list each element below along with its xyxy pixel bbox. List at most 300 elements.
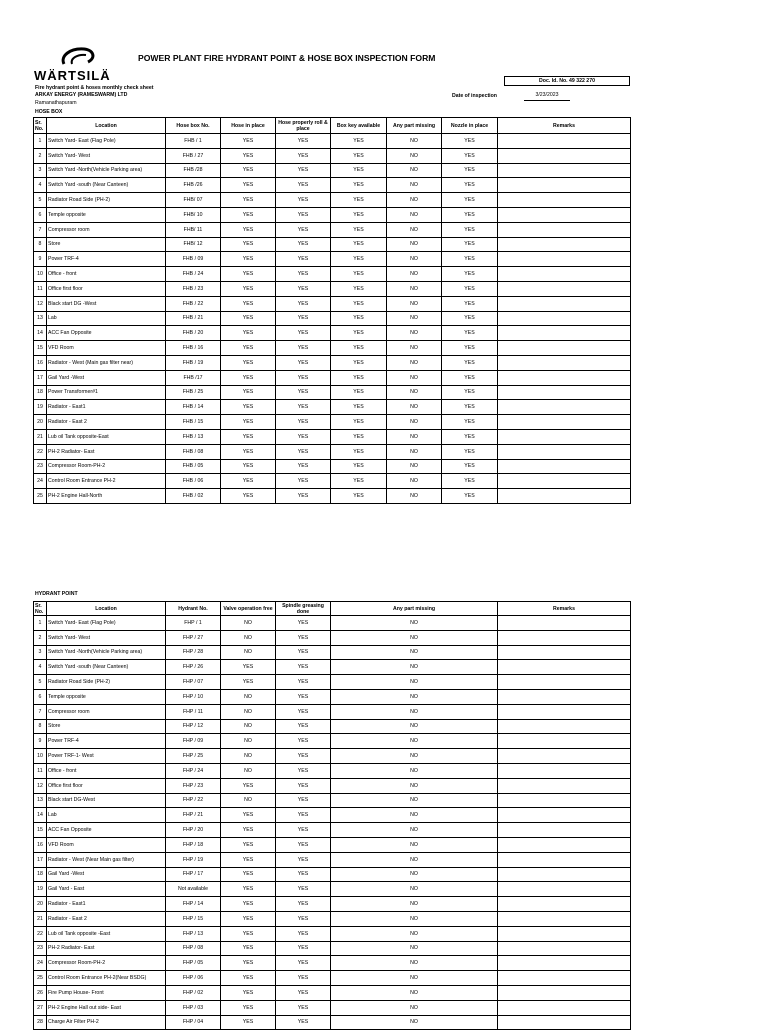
table-cell: 17 — [34, 370, 47, 385]
table-row — [34, 459, 631, 474]
table-cell: NO — [387, 415, 442, 430]
table-cell: YES — [331, 163, 387, 178]
table-cell: FHP / 05 — [166, 956, 221, 971]
table-cell: PH-2 Radiator- East — [47, 444, 166, 459]
table-cell: FHP / 07 — [166, 675, 221, 690]
table-cell: 19 — [34, 882, 47, 897]
table-cell — [498, 341, 631, 356]
table-cell: YES — [221, 134, 276, 149]
table-cell: YES — [221, 355, 276, 370]
table-cell: YES — [276, 956, 331, 971]
table-cell: YES — [221, 985, 276, 1000]
table-cell: YES — [442, 415, 498, 430]
table-cell — [498, 837, 631, 852]
table-cell: PH-2 Engine Hall-North — [47, 489, 166, 504]
table-cell: YES — [276, 370, 331, 385]
table-cell: NO — [221, 793, 276, 808]
table-cell: YES — [221, 341, 276, 356]
table-cell: FHP / 02 — [166, 985, 221, 1000]
column-header: Valve operation free — [221, 602, 276, 616]
hose-box-section-label: HOSE BOX — [35, 109, 63, 115]
table-cell: Radiator - East 2 — [47, 911, 166, 926]
table-cell: YES — [276, 778, 331, 793]
table-row — [34, 489, 631, 504]
table-cell: Control Room Entrance PH-2 — [47, 474, 166, 489]
table-cell: YES — [331, 415, 387, 430]
table-cell: 1 — [34, 134, 47, 149]
column-header: Spindle greasing done — [276, 602, 331, 616]
table-cell: Radiator - East1 — [47, 897, 166, 912]
table-cell: FHP / 06 — [166, 971, 221, 986]
table-cell: 14 — [34, 808, 47, 823]
table-cell — [498, 719, 631, 734]
table-row — [34, 808, 631, 823]
table-cell: YES — [331, 207, 387, 222]
table-row — [34, 148, 631, 163]
table-cell: Temple opposite — [47, 207, 166, 222]
table-cell: NO — [331, 1000, 498, 1015]
table-cell: YES — [276, 1015, 331, 1030]
table-cell: FHP / 24 — [166, 763, 221, 778]
table-cell: NO — [387, 296, 442, 311]
table-cell: YES — [221, 163, 276, 178]
table-row — [34, 897, 631, 912]
table-cell: YES — [331, 148, 387, 163]
table-row — [34, 222, 631, 237]
table-cell: FHB / 13 — [166, 429, 221, 444]
table-cell: YES — [276, 415, 331, 430]
table-cell: NO — [331, 837, 498, 852]
table-cell: NO — [387, 163, 442, 178]
table-cell — [498, 897, 631, 912]
table-row — [34, 793, 631, 808]
table-cell — [498, 971, 631, 986]
table-cell: YES — [276, 985, 331, 1000]
table-cell: FHB/ 10 — [166, 207, 221, 222]
table-cell: 2 — [34, 148, 47, 163]
table-cell: Office first floor — [47, 778, 166, 793]
table-cell: 11 — [34, 281, 47, 296]
table-cell — [498, 689, 631, 704]
table-cell: Switch Yard -south (Near Canteen) — [47, 178, 166, 193]
table-cell: Switch Yard- East (Flag Pole) — [47, 616, 166, 631]
table-cell: YES — [221, 267, 276, 282]
table-cell: YES — [442, 222, 498, 237]
table-cell: YES — [331, 385, 387, 400]
table-cell: 13 — [34, 793, 47, 808]
table-cell: YES — [442, 237, 498, 252]
table-cell: NO — [387, 193, 442, 208]
table-row — [34, 178, 631, 193]
table-cell: 12 — [34, 778, 47, 793]
table-cell: YES — [276, 734, 331, 749]
table-cell: 22 — [34, 444, 47, 459]
table-cell — [498, 852, 631, 867]
date-label: Date of inspection — [452, 93, 497, 99]
table-cell: YES — [221, 326, 276, 341]
table-cell: YES — [221, 429, 276, 444]
table-cell: YES — [331, 311, 387, 326]
table-cell: NO — [387, 237, 442, 252]
table-cell: Radiator - East 2 — [47, 415, 166, 430]
table-cell: NO — [221, 704, 276, 719]
table-cell: Office - front — [47, 763, 166, 778]
table-cell: Lub oil Tank opposite-East — [47, 429, 166, 444]
table-cell: YES — [276, 237, 331, 252]
table-cell: YES — [221, 385, 276, 400]
table-cell: NO — [331, 882, 498, 897]
table-cell — [498, 926, 631, 941]
table-cell: 9 — [34, 734, 47, 749]
column-header: Hose properly roll & place — [276, 118, 331, 134]
table-cell: YES — [331, 341, 387, 356]
table-cell: 18 — [34, 867, 47, 882]
table-cell: 17 — [34, 852, 47, 867]
table-cell: Power Transformer#1 — [47, 385, 166, 400]
table-row — [34, 415, 631, 430]
table-cell: 2 — [34, 630, 47, 645]
table-cell: YES — [276, 163, 331, 178]
table-cell — [498, 296, 631, 311]
table-cell: ACC Fan Opposite — [47, 326, 166, 341]
table-cell: YES — [442, 148, 498, 163]
table-cell: NO — [331, 793, 498, 808]
table-cell: YES — [276, 134, 331, 149]
table-row — [34, 882, 631, 897]
table-cell: NO — [331, 763, 498, 778]
table-cell: FHP / 08 — [166, 941, 221, 956]
table-cell: YES — [221, 474, 276, 489]
table-cell: 14 — [34, 326, 47, 341]
table-cell: FHP / 21 — [166, 808, 221, 823]
column-header: Hose box No. — [166, 118, 221, 134]
table-row — [34, 689, 631, 704]
table-row — [34, 400, 631, 415]
table-cell — [498, 370, 631, 385]
table-cell: NO — [387, 400, 442, 415]
table-cell: NO — [387, 252, 442, 267]
table-cell: FHP / 27 — [166, 630, 221, 645]
table-cell: NO — [331, 926, 498, 941]
table-cell: NO — [331, 645, 498, 660]
table-cell: 12 — [34, 296, 47, 311]
table-cell — [498, 985, 631, 1000]
table-cell: YES — [442, 178, 498, 193]
table-cell: 27 — [34, 1000, 47, 1015]
site-location: Ramanathapuram — [35, 100, 77, 106]
column-header: Nozzle in place — [442, 118, 498, 134]
table-cell: YES — [221, 897, 276, 912]
table-row — [34, 645, 631, 660]
table-cell: YES — [276, 178, 331, 193]
table-cell — [498, 734, 631, 749]
table-cell: FHP / 13 — [166, 926, 221, 941]
table-row — [34, 207, 631, 222]
table-cell: Black start DG-West — [47, 793, 166, 808]
hose-box-table — [33, 117, 631, 504]
table-cell: YES — [331, 267, 387, 282]
column-header: Hose in place — [221, 118, 276, 134]
table-cell: 18 — [34, 385, 47, 400]
table-cell: YES — [442, 474, 498, 489]
table-cell — [498, 882, 631, 897]
table-cell: YES — [276, 911, 331, 926]
table-cell: YES — [331, 355, 387, 370]
table-cell: 20 — [34, 897, 47, 912]
table-cell: Power TRF-4 — [47, 252, 166, 267]
table-cell: YES — [276, 941, 331, 956]
table-cell: YES — [221, 852, 276, 867]
table-cell: YES — [221, 237, 276, 252]
table-header-row — [34, 602, 631, 616]
table-cell: 10 — [34, 267, 47, 282]
table-row — [34, 823, 631, 838]
table-cell: FHB / 20 — [166, 326, 221, 341]
table-cell: 15 — [34, 341, 47, 356]
table-cell — [498, 207, 631, 222]
column-header: Remarks — [498, 602, 631, 616]
table-cell: 26 — [34, 985, 47, 1000]
table-cell — [498, 911, 631, 926]
table-cell: 6 — [34, 207, 47, 222]
table-cell: YES — [331, 281, 387, 296]
table-cell — [498, 808, 631, 823]
table-cell: Compressor Room-PH-2 — [47, 459, 166, 474]
table-cell: Control Room Entrance PH-2(Near BSDG) — [47, 971, 166, 986]
table-cell: Radiator - West (Main gas filter near) — [47, 355, 166, 370]
table-cell: FHP / 11 — [166, 704, 221, 719]
table-cell: FHP / 15 — [166, 911, 221, 926]
table-cell: 22 — [34, 926, 47, 941]
table-cell: FHP / 17 — [166, 867, 221, 882]
table-cell: FHB / 16 — [166, 341, 221, 356]
table-cell: YES — [221, 1015, 276, 1030]
table-cell: ACC Fan Opposite — [47, 823, 166, 838]
table-cell: YES — [276, 341, 331, 356]
table-cell: NO — [331, 971, 498, 986]
table-cell — [498, 474, 631, 489]
table-row — [34, 778, 631, 793]
table-header-row — [34, 118, 631, 134]
table-cell: NO — [221, 749, 276, 764]
table-cell: NO — [331, 956, 498, 971]
table-cell: NO — [387, 326, 442, 341]
table-cell: YES — [331, 489, 387, 504]
table-cell: FHB / 06 — [166, 474, 221, 489]
table-cell — [498, 1015, 631, 1030]
table-cell: YES — [221, 778, 276, 793]
table-row — [34, 734, 631, 749]
form-subtitle: Fire hydrant point & hoses monthly check sheet — [35, 85, 154, 91]
table-cell — [498, 749, 631, 764]
column-header: Box key available — [331, 118, 387, 134]
table-cell: 19 — [34, 400, 47, 415]
table-cell: NO — [331, 852, 498, 867]
table-cell: 6 — [34, 689, 47, 704]
table-cell: YES — [276, 837, 331, 852]
table-cell: 25 — [34, 489, 47, 504]
table-row — [34, 385, 631, 400]
table-row — [34, 926, 631, 941]
table-cell: YES — [276, 808, 331, 823]
table-cell: Lub oil Tank opposite -East — [47, 926, 166, 941]
table-row — [34, 660, 631, 675]
table-cell — [498, 237, 631, 252]
table-cell: YES — [221, 370, 276, 385]
table-cell: NO — [331, 719, 498, 734]
table-cell: YES — [276, 719, 331, 734]
table-cell: YES — [221, 971, 276, 986]
table-cell: FHB / 23 — [166, 281, 221, 296]
table-cell: YES — [442, 267, 498, 282]
table-cell: NO — [387, 370, 442, 385]
table-cell: NO — [387, 134, 442, 149]
table-cell: NO — [331, 823, 498, 838]
table-cell: FHP / 09 — [166, 734, 221, 749]
table-cell: PH-2 Engine Hall out side- East — [47, 1000, 166, 1015]
table-cell: YES — [442, 489, 498, 504]
hydrant-section-label: HYDRANT POINT — [35, 591, 78, 597]
table-cell: YES — [331, 193, 387, 208]
table-cell: NO — [387, 355, 442, 370]
table-cell: Gail Yard -West — [47, 867, 166, 882]
table-row — [34, 370, 631, 385]
table-cell: FHB / 1 — [166, 134, 221, 149]
table-cell: YES — [221, 444, 276, 459]
table-cell: YES — [221, 281, 276, 296]
table-cell: YES — [276, 689, 331, 704]
table-cell: YES — [442, 370, 498, 385]
table-cell: YES — [331, 222, 387, 237]
table-cell: YES — [276, 882, 331, 897]
table-cell: FHP / 25 — [166, 749, 221, 764]
table-cell: YES — [221, 489, 276, 504]
table-cell — [498, 281, 631, 296]
table-cell: YES — [442, 400, 498, 415]
table-cell — [498, 616, 631, 631]
table-cell: Switch Yard -North(Vehicle Parking area) — [47, 645, 166, 660]
table-cell: FHP / 12 — [166, 719, 221, 734]
table-row — [34, 837, 631, 852]
table-cell: NO — [221, 734, 276, 749]
table-cell — [498, 222, 631, 237]
table-cell: 8 — [34, 237, 47, 252]
table-cell: 4 — [34, 178, 47, 193]
table-row — [34, 193, 631, 208]
table-cell: YES — [221, 252, 276, 267]
table-cell: YES — [221, 311, 276, 326]
table-cell: 21 — [34, 911, 47, 926]
table-row — [34, 444, 631, 459]
table-cell — [498, 267, 631, 282]
table-cell: FHP / 20 — [166, 823, 221, 838]
table-cell: NO — [221, 630, 276, 645]
table-cell: YES — [276, 267, 331, 282]
table-row — [34, 719, 631, 734]
table-cell: YES — [331, 326, 387, 341]
table-cell — [498, 867, 631, 882]
table-cell: YES — [221, 1000, 276, 1015]
table-cell: NO — [387, 311, 442, 326]
table-cell: FHP / 26 — [166, 660, 221, 675]
table-cell: NO — [331, 985, 498, 1000]
table-cell: FHB / 19 — [166, 355, 221, 370]
table-cell: Compressor room — [47, 704, 166, 719]
table-cell: YES — [276, 823, 331, 838]
table-cell: YES — [221, 867, 276, 882]
table-cell: NO — [221, 616, 276, 631]
table-cell — [498, 400, 631, 415]
table-row — [34, 749, 631, 764]
table-cell: YES — [442, 326, 498, 341]
table-cell: YES — [276, 326, 331, 341]
table-cell: YES — [276, 867, 331, 882]
table-cell: YES — [331, 370, 387, 385]
table-row — [34, 134, 631, 149]
table-cell: NO — [387, 178, 442, 193]
table-cell: Compressor Room-PH-2 — [47, 956, 166, 971]
table-cell: YES — [276, 474, 331, 489]
table-row — [34, 675, 631, 690]
table-cell: YES — [442, 385, 498, 400]
table-cell: YES — [221, 400, 276, 415]
table-cell: YES — [442, 134, 498, 149]
table-cell: 13 — [34, 311, 47, 326]
table-cell: YES — [221, 808, 276, 823]
table-cell: FHP / 14 — [166, 897, 221, 912]
table-cell: 7 — [34, 704, 47, 719]
table-cell — [498, 444, 631, 459]
table-cell — [498, 459, 631, 474]
table-cell: YES — [276, 296, 331, 311]
table-cell: FHP / 03 — [166, 1000, 221, 1015]
table-cell: YES — [276, 897, 331, 912]
table-cell: FHP / 19 — [166, 852, 221, 867]
table-cell: NO — [387, 341, 442, 356]
table-cell: NO — [331, 808, 498, 823]
table-cell — [498, 763, 631, 778]
table-row — [34, 704, 631, 719]
table-cell: YES — [221, 415, 276, 430]
table-cell — [498, 429, 631, 444]
table-row — [34, 1000, 631, 1015]
form-title: POWER PLANT FIRE HYDRANT POINT & HOSE BOX INSPECTION FORM — [138, 53, 436, 63]
table-cell — [498, 178, 631, 193]
table-cell — [498, 956, 631, 971]
table-cell: YES — [221, 911, 276, 926]
table-cell: Lab — [47, 808, 166, 823]
table-cell: Lab — [47, 311, 166, 326]
table-cell: NO — [331, 704, 498, 719]
table-cell: YES — [276, 793, 331, 808]
table-cell: 7 — [34, 222, 47, 237]
table-cell: NO — [331, 911, 498, 926]
table-cell: 9 — [34, 252, 47, 267]
table-cell: NO — [331, 689, 498, 704]
table-cell: YES — [442, 311, 498, 326]
table-cell: NO — [331, 675, 498, 690]
table-cell: YES — [221, 148, 276, 163]
table-row — [34, 852, 631, 867]
table-cell: 28 — [34, 1015, 47, 1030]
table-cell: FHB /17 — [166, 370, 221, 385]
column-header: Location — [47, 602, 166, 616]
table-cell — [498, 675, 631, 690]
table-cell: NO — [221, 645, 276, 660]
table-cell: FHB/ 07 — [166, 193, 221, 208]
table-cell: YES — [221, 941, 276, 956]
table-cell: NO — [387, 444, 442, 459]
